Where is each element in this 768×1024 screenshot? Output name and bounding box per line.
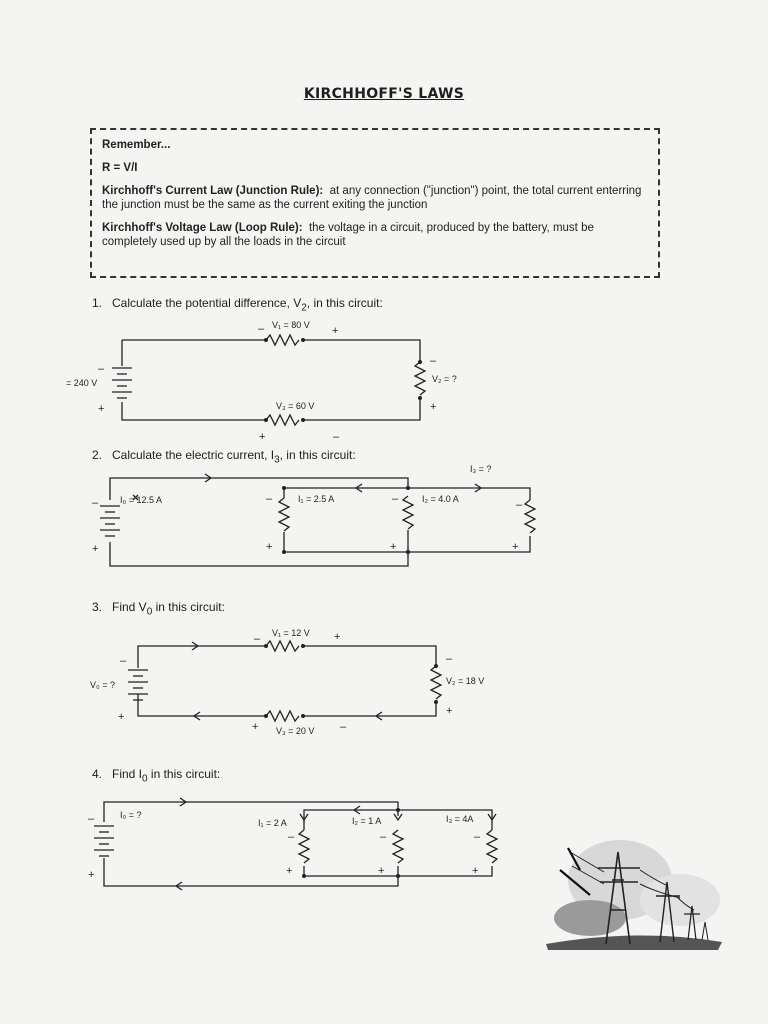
minus-sign: – — [120, 655, 127, 667]
plus-sign: + — [472, 865, 479, 877]
question-text: Calculate the electric current, I — [112, 448, 275, 462]
minus-sign: – — [98, 363, 105, 375]
question-number: 1. — [92, 296, 103, 310]
i3-label: I₃ = 4A — [446, 814, 474, 824]
kvl-term: Kirchhoff's Voltage Law (Loop Rule): — [102, 222, 303, 234]
plus-sign: + — [98, 403, 105, 415]
minus-sign: – — [340, 721, 347, 733]
minus-sign: – — [266, 493, 273, 505]
question-text-end: , in this circuit: — [306, 296, 383, 310]
minus-sign: – — [516, 499, 523, 511]
question-subscript: 0 — [146, 606, 153, 618]
v2-label: V₂ = 18 V — [446, 676, 485, 686]
minus-sign: – — [430, 355, 437, 367]
question-text: Find I — [112, 767, 143, 781]
minus-sign: – — [446, 653, 453, 665]
question-text-end: in this circuit: — [147, 767, 221, 781]
power-tower-clipart-icon — [546, 840, 722, 950]
minus-sign: – — [254, 633, 261, 645]
i0-label: I₀ = ? — [120, 810, 142, 820]
question-subscript: 0 — [142, 773, 148, 785]
circuit-4 — [88, 798, 497, 890]
page-title: KIRCHHOFF'S LAWS — [303, 86, 465, 102]
plus-sign: + — [430, 401, 437, 413]
plus-sign: + — [252, 721, 259, 733]
minus-sign: – — [288, 831, 295, 843]
circuit-3 — [90, 628, 484, 736]
i3-label: I₃ = ? — [470, 464, 492, 474]
kvl-text: the voltage in a circuit, produced by the battery, must be completely used up by all the loads in the circuit — [102, 222, 594, 248]
minus-sign: – — [392, 493, 399, 505]
question-subscript: 2 — [301, 302, 307, 314]
v3-label: V₃ = 20 V — [276, 726, 315, 736]
plus-sign: + — [390, 541, 397, 553]
plus-sign: + — [259, 431, 266, 443]
minus-sign: – — [333, 431, 340, 443]
plus-sign: + — [332, 325, 339, 337]
kcl-term: Kirchhoff's Current Law (Junction Rule): — [102, 185, 324, 197]
minus-sign: – — [474, 831, 481, 843]
minus-sign: – — [380, 831, 387, 843]
circuit-2 — [92, 464, 535, 566]
plus-sign: + — [334, 631, 341, 643]
v3-label: V₃ = 60 V — [276, 401, 315, 411]
i1-label: I₁ = 2 A — [258, 818, 287, 828]
kcl-text: at any connection ("junction") point, the total current enterring the junction must be the same as the current exiting the junction — [102, 185, 642, 211]
i2-label: I₂ = 1 A — [352, 816, 382, 826]
plus-sign: + — [446, 705, 453, 717]
i2-label: I₂ = 4.0 A — [422, 494, 459, 504]
circuit-1 — [66, 320, 457, 443]
question-text-end: , in this circuit: — [279, 448, 356, 462]
question-subscript: 3 — [274, 454, 280, 466]
plus-sign: + — [92, 543, 99, 555]
minus-sign: – — [88, 813, 95, 825]
v0-label: V₀ = ? — [90, 680, 116, 690]
i0-label: I₀ = 12.5 A — [120, 495, 163, 505]
question-text: Calculate the potential difference, V — [112, 296, 302, 310]
plus-sign: + — [286, 865, 293, 877]
remember-heading: Remember... — [102, 139, 171, 151]
question-number: 3. — [92, 600, 103, 614]
plus-sign: + — [88, 869, 95, 881]
plus-sign: + — [378, 865, 385, 877]
question-number: 4. — [92, 767, 103, 781]
question-text: Find V — [112, 600, 147, 614]
question-text-end: in this circuit: — [152, 600, 225, 614]
v1-label: V₁ = 80 V — [272, 320, 310, 330]
v2-label: V₂ = ? — [432, 374, 457, 384]
ohms-law: R = V/I — [102, 162, 138, 174]
question-number: 2. — [92, 448, 103, 462]
v1-label: V₁ = 12 V — [272, 628, 310, 638]
minus-sign: – — [258, 323, 265, 335]
plus-sign: + — [266, 541, 273, 553]
i1-label: I₁ = 2.5 A — [298, 494, 335, 504]
plus-sign: + — [118, 711, 125, 723]
plus-sign: + — [512, 541, 519, 553]
battery-voltage-label: = 240 V — [66, 378, 98, 388]
minus-sign: – — [92, 497, 99, 509]
